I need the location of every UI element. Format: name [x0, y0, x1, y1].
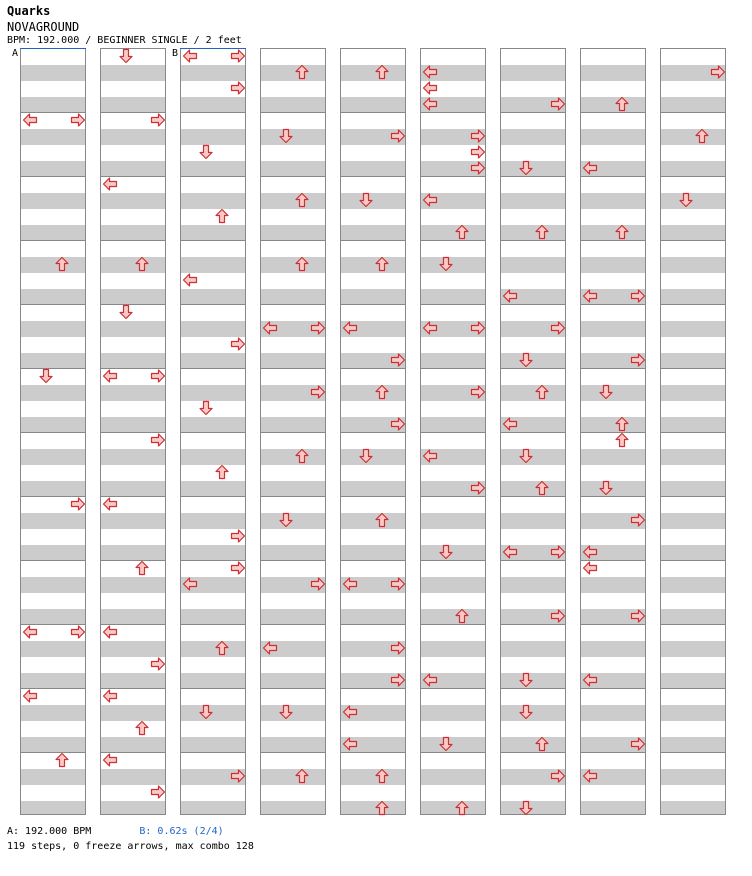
- up-arrow-icon: [614, 224, 630, 240]
- up-arrow-icon: [54, 752, 70, 768]
- measure-line: [181, 624, 245, 625]
- measure-line: [421, 112, 485, 113]
- up-arrow-icon: [374, 800, 390, 816]
- left-arrow-icon: [582, 672, 598, 688]
- measure-line: [21, 304, 85, 305]
- measure-line: [661, 304, 725, 305]
- left-arrow-icon: [582, 288, 598, 304]
- down-arrow-icon: [278, 128, 294, 144]
- measure-line: [661, 176, 725, 177]
- right-arrow-icon: [70, 496, 86, 512]
- right-arrow-icon: [470, 384, 486, 400]
- measure-line: [661, 112, 725, 113]
- up-arrow-icon: [374, 512, 390, 528]
- measure-line: [341, 624, 405, 625]
- right-arrow-icon: [150, 656, 166, 672]
- measure-line: [341, 112, 405, 113]
- up-arrow-icon: [54, 256, 70, 272]
- measure-line: [21, 560, 85, 561]
- down-arrow-icon: [518, 800, 534, 816]
- right-arrow-icon: [230, 528, 246, 544]
- measure-line: [581, 496, 645, 497]
- right-arrow-icon: [150, 432, 166, 448]
- measure-line: [501, 240, 565, 241]
- right-arrow-icon: [550, 96, 566, 112]
- measure-line: [421, 368, 485, 369]
- down-arrow-icon: [118, 304, 134, 320]
- left-arrow-icon: [342, 704, 358, 720]
- measure-line: [421, 496, 485, 497]
- right-arrow-icon: [390, 128, 406, 144]
- down-arrow-icon: [518, 448, 534, 464]
- measure-line: [261, 752, 325, 753]
- up-arrow-icon: [134, 256, 150, 272]
- measure-line: [21, 432, 85, 433]
- left-arrow-icon: [102, 624, 118, 640]
- measure-line: [181, 752, 245, 753]
- down-arrow-icon: [198, 704, 214, 720]
- left-arrow-icon: [182, 272, 198, 288]
- left-arrow-icon: [582, 544, 598, 560]
- left-arrow-icon: [102, 688, 118, 704]
- measure-line: [261, 624, 325, 625]
- measure-line: [181, 240, 245, 241]
- measure-line: [421, 304, 485, 305]
- measure-line: [581, 688, 645, 689]
- measure-line: [501, 752, 565, 753]
- right-arrow-icon: [550, 544, 566, 560]
- step-stats: 119 steps, 0 freeze arrows, max combo 128: [7, 841, 254, 852]
- left-arrow-icon: [102, 496, 118, 512]
- up-arrow-icon: [294, 192, 310, 208]
- measure-line: [261, 304, 325, 305]
- measure-line: [661, 624, 725, 625]
- left-arrow-icon: [182, 48, 198, 64]
- marker-line: [20, 48, 86, 49]
- down-arrow-icon: [438, 544, 454, 560]
- right-arrow-icon: [630, 352, 646, 368]
- left-arrow-icon: [502, 288, 518, 304]
- measure-line: [581, 176, 645, 177]
- left-arrow-icon: [422, 448, 438, 464]
- right-arrow-icon: [630, 288, 646, 304]
- right-arrow-icon: [390, 672, 406, 688]
- left-arrow-icon: [422, 192, 438, 208]
- left-arrow-icon: [102, 368, 118, 384]
- measure-line: [581, 304, 645, 305]
- measure-line: [581, 432, 645, 433]
- measure-line: [181, 688, 245, 689]
- down-arrow-icon: [518, 704, 534, 720]
- measure-line: [341, 240, 405, 241]
- measure-line: [261, 688, 325, 689]
- measure-line: [181, 112, 245, 113]
- measure-line: [661, 688, 725, 689]
- measure-line: [501, 112, 565, 113]
- up-arrow-icon: [534, 480, 550, 496]
- bpm-label: A: 192.000 BPM: [7, 826, 92, 837]
- measure-line: [581, 752, 645, 753]
- right-arrow-icon: [390, 640, 406, 656]
- measure-line: [421, 176, 485, 177]
- measure-line: [581, 240, 645, 241]
- up-arrow-icon: [294, 64, 310, 80]
- up-arrow-icon: [374, 64, 390, 80]
- right-arrow-icon: [630, 608, 646, 624]
- down-arrow-icon: [118, 48, 134, 64]
- measure-line: [421, 752, 485, 753]
- down-arrow-icon: [358, 192, 374, 208]
- right-arrow-icon: [550, 768, 566, 784]
- measure-line: [21, 752, 85, 753]
- measure-line: [421, 624, 485, 625]
- measure-line: [501, 304, 565, 305]
- right-arrow-icon: [310, 384, 326, 400]
- measure-line: [581, 112, 645, 113]
- down-arrow-icon: [438, 256, 454, 272]
- measure-line: [341, 368, 405, 369]
- measure-line: [181, 432, 245, 433]
- measure-line: [501, 432, 565, 433]
- left-arrow-icon: [582, 768, 598, 784]
- right-arrow-icon: [630, 512, 646, 528]
- right-arrow-icon: [230, 80, 246, 96]
- down-arrow-icon: [198, 400, 214, 416]
- up-arrow-icon: [374, 384, 390, 400]
- right-arrow-icon: [630, 736, 646, 752]
- marker-label: A: [12, 48, 19, 59]
- right-arrow-icon: [470, 144, 486, 160]
- measure-line: [501, 688, 565, 689]
- left-arrow-icon: [22, 112, 38, 128]
- measure-line: [421, 240, 485, 241]
- marker-label: B: [172, 48, 179, 59]
- up-arrow-icon: [454, 608, 470, 624]
- left-arrow-icon: [182, 576, 198, 592]
- measure-line: [101, 240, 165, 241]
- right-arrow-icon: [230, 768, 246, 784]
- down-arrow-icon: [38, 368, 54, 384]
- down-arrow-icon: [438, 736, 454, 752]
- measure-line: [501, 560, 565, 561]
- right-arrow-icon: [70, 624, 86, 640]
- right-arrow-icon: [390, 416, 406, 432]
- bpm-legend: [7, 826, 224, 837]
- up-arrow-icon: [454, 800, 470, 816]
- measure-line: [181, 304, 245, 305]
- left-arrow-icon: [102, 176, 118, 192]
- left-arrow-icon: [422, 64, 438, 80]
- left-arrow-icon: [22, 688, 38, 704]
- left-arrow-icon: [502, 544, 518, 560]
- song-title: Quarks: [7, 4, 51, 18]
- down-arrow-icon: [518, 160, 534, 176]
- right-arrow-icon: [230, 48, 246, 64]
- measure-line: [261, 432, 325, 433]
- up-arrow-icon: [534, 384, 550, 400]
- up-arrow-icon: [614, 432, 630, 448]
- measure-line: [661, 752, 725, 753]
- measure-line: [421, 688, 485, 689]
- up-arrow-icon: [294, 448, 310, 464]
- up-arrow-icon: [214, 640, 230, 656]
- measure-line: [21, 176, 85, 177]
- down-arrow-icon: [198, 144, 214, 160]
- down-arrow-icon: [278, 704, 294, 720]
- left-arrow-icon: [582, 160, 598, 176]
- right-arrow-icon: [390, 352, 406, 368]
- measure-line: [501, 368, 565, 369]
- down-arrow-icon: [518, 352, 534, 368]
- up-arrow-icon: [214, 464, 230, 480]
- chart-column: [660, 48, 726, 815]
- measure-line: [341, 752, 405, 753]
- left-arrow-icon: [342, 736, 358, 752]
- measure-line: [181, 176, 245, 177]
- measure-line: [661, 560, 725, 561]
- measure-line: [421, 432, 485, 433]
- measure-line: [501, 176, 565, 177]
- measure-line: [181, 368, 245, 369]
- measure-line: [341, 496, 405, 497]
- measure-line: [181, 496, 245, 497]
- measure-line: [101, 560, 165, 561]
- up-arrow-icon: [214, 208, 230, 224]
- measure-line: [261, 560, 325, 561]
- up-arrow-icon: [374, 768, 390, 784]
- left-arrow-icon: [342, 320, 358, 336]
- up-arrow-icon: [374, 256, 390, 272]
- measure-line: [501, 496, 565, 497]
- right-arrow-icon: [550, 608, 566, 624]
- right-arrow-icon: [470, 480, 486, 496]
- right-arrow-icon: [470, 128, 486, 144]
- up-arrow-icon: [534, 736, 550, 752]
- measure-line: [341, 304, 405, 305]
- up-arrow-icon: [694, 128, 710, 144]
- right-arrow-icon: [70, 112, 86, 128]
- left-arrow-icon: [422, 96, 438, 112]
- left-arrow-icon: [22, 624, 38, 640]
- left-arrow-icon: [422, 320, 438, 336]
- measure-line: [261, 496, 325, 497]
- stop-label: B: 0.62s (2/4): [139, 826, 224, 837]
- down-arrow-icon: [518, 672, 534, 688]
- right-arrow-icon: [150, 784, 166, 800]
- measure-line: [661, 368, 725, 369]
- down-arrow-icon: [598, 384, 614, 400]
- left-arrow-icon: [102, 752, 118, 768]
- measure-line: [661, 432, 725, 433]
- measure-line: [581, 624, 645, 625]
- right-arrow-icon: [550, 320, 566, 336]
- chart-column: [260, 48, 326, 815]
- up-arrow-icon: [134, 560, 150, 576]
- left-arrow-icon: [262, 320, 278, 336]
- left-arrow-icon: [422, 672, 438, 688]
- measure-line: [341, 688, 405, 689]
- right-arrow-icon: [310, 576, 326, 592]
- up-arrow-icon: [454, 224, 470, 240]
- right-arrow-icon: [390, 576, 406, 592]
- chart-info: BPM: 192.000 / BEGINNER SINGLE / 2 feet: [7, 35, 242, 46]
- measure-line: [661, 496, 725, 497]
- measure-line: [501, 624, 565, 625]
- down-arrow-icon: [358, 448, 374, 464]
- measure-line: [341, 432, 405, 433]
- measure-line: [261, 176, 325, 177]
- measure-line: [21, 240, 85, 241]
- up-arrow-icon: [614, 416, 630, 432]
- right-arrow-icon: [150, 368, 166, 384]
- measure-line: [341, 560, 405, 561]
- left-arrow-icon: [502, 416, 518, 432]
- left-arrow-icon: [342, 576, 358, 592]
- measure-line: [261, 240, 325, 241]
- up-arrow-icon: [534, 224, 550, 240]
- left-arrow-icon: [262, 640, 278, 656]
- right-arrow-icon: [710, 64, 726, 80]
- right-arrow-icon: [150, 112, 166, 128]
- measure-line: [261, 112, 325, 113]
- measure-line: [661, 240, 725, 241]
- down-arrow-icon: [678, 192, 694, 208]
- measure-line: [341, 176, 405, 177]
- down-arrow-icon: [598, 480, 614, 496]
- measure-line: [421, 560, 485, 561]
- up-arrow-icon: [294, 768, 310, 784]
- right-arrow-icon: [310, 320, 326, 336]
- measure-line: [261, 368, 325, 369]
- right-arrow-icon: [470, 320, 486, 336]
- chart-column: [180, 48, 246, 815]
- artist-name: NOVAGROUND: [7, 20, 80, 34]
- up-arrow-icon: [294, 256, 310, 272]
- up-arrow-icon: [614, 96, 630, 112]
- right-arrow-icon: [470, 160, 486, 176]
- measure-line: [581, 368, 645, 369]
- up-arrow-icon: [134, 720, 150, 736]
- left-arrow-icon: [582, 560, 598, 576]
- right-arrow-icon: [230, 336, 246, 352]
- right-arrow-icon: [230, 560, 246, 576]
- left-arrow-icon: [422, 80, 438, 96]
- down-arrow-icon: [278, 512, 294, 528]
